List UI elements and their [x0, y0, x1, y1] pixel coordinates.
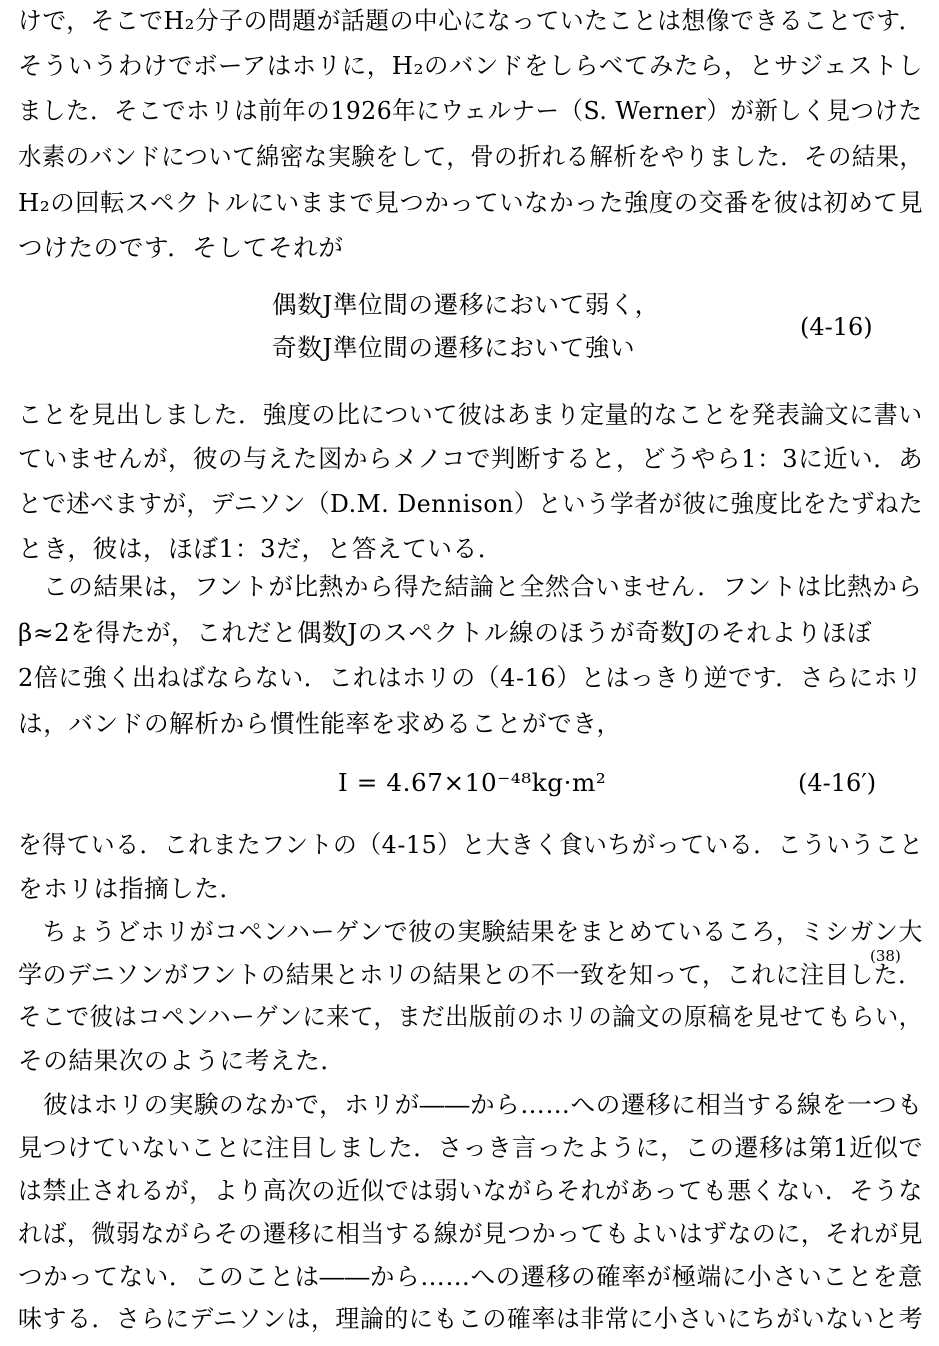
- equation-number: (4-16′): [798, 769, 877, 797]
- text-line: は，バンドの解析から慣性能率を求めることができ，: [18, 709, 622, 738]
- text-line: 彼はホリの実験のなかで，ホリが――から……への遷移に相当する線を一つも: [18, 1090, 923, 1119]
- text-line: つかってない．このことは――から……への遷移の確率が極端に小さいことを意: [18, 1262, 923, 1291]
- text-line: ことを見出しました．強度の比について彼はあまり定量的なことを発表論文に書い: [18, 400, 923, 429]
- text-line: けで，そこでH₂分子の問題が話題の中心になっていたことは想像できることです．: [18, 6, 923, 35]
- text-line: は禁止されるが，より高次の近似では弱いながらそれがあっても悪くない．そうな: [18, 1176, 923, 1205]
- text-line: れば，微弱ながらその遷移に相当する線が見つかってもよいはずなのに，それが見: [18, 1219, 924, 1248]
- text-line: ました．そこでホリは前年の1926年にウェルナー（S. Werner）が新しく見つけた: [18, 96, 923, 125]
- text-line: 学のデニソンがフントの結果とホリの結果との不一致を知って，これに注目した．: [18, 960, 923, 989]
- text-line: を得ている．これまたフントの（4-15）と大きく食いちがっている．こういうこと: [18, 830, 924, 859]
- text-line: とき，彼は，ほぼ1：3だ，と答えている．: [18, 534, 503, 563]
- text-line: H₂の回転スペクトルにいままで見つかっていなかった強度の交番を彼は初めて見: [18, 188, 924, 217]
- text-line: ていませんが，彼の与えた図からメノコで判断すると，どうやら1：3に近い．あ: [18, 444, 924, 473]
- text-line: 水素のバンドについて綿密な実験をして，骨の折れる解析をやりました．その結果，: [18, 142, 924, 171]
- text-line: 2倍に強く出ねばならない．これはホリの（4-16）とはっきり逆です．さらにホリ: [18, 663, 923, 692]
- text-line: 味する．さらにデニソンは，理論的にもこの確率は非常に小さいにちがいないと考: [18, 1304, 924, 1333]
- text-line: をホリは指摘した．: [18, 874, 245, 903]
- text-line: その結果次のように考えた．: [18, 1046, 346, 1075]
- text-line: ちょうどホリがコペンハーゲンで彼の実験結果をまとめているころ，ミシガン大: [18, 917, 923, 946]
- text-line: この結果は，フントが比熱から得た結論と全然合いません．フントは比熱から: [18, 572, 923, 601]
- equation-number: (4-16): [800, 313, 873, 341]
- text-line: 見つけていないことに注目しました．さっき言ったように，この遷移は第1近似で: [18, 1133, 924, 1162]
- equation-4-16-prime: I = 4.67×10⁻⁴⁸kg·m²: [338, 768, 607, 797]
- text-line: そういうわけでボーアはホリに，H₂のバンドをしらべてみたら，とサジェストし: [18, 51, 924, 80]
- footnote-reference: (38): [870, 947, 901, 965]
- text-line: そこで彼はコペンハーゲンに来て，まだ出版前のホリの論文の原稿を見せてもらい，: [18, 1002, 923, 1031]
- text-line: とで述べますが，デニソン（D.M. Dennison）という学者が彼に強度比をたずねた: [18, 489, 924, 518]
- equation-4-16-line2: 奇数J準位間の遷移において強い: [272, 333, 636, 362]
- text-line: つけたのです．そしてそれが: [18, 233, 344, 262]
- text-line: β≈2を得たが，これだと偶数Jのスペクトル線のほうが奇数Jのそれよりほぼ: [18, 618, 873, 647]
- equation-4-16-line1: 偶数J準位間の遷移において弱く，: [272, 290, 660, 319]
